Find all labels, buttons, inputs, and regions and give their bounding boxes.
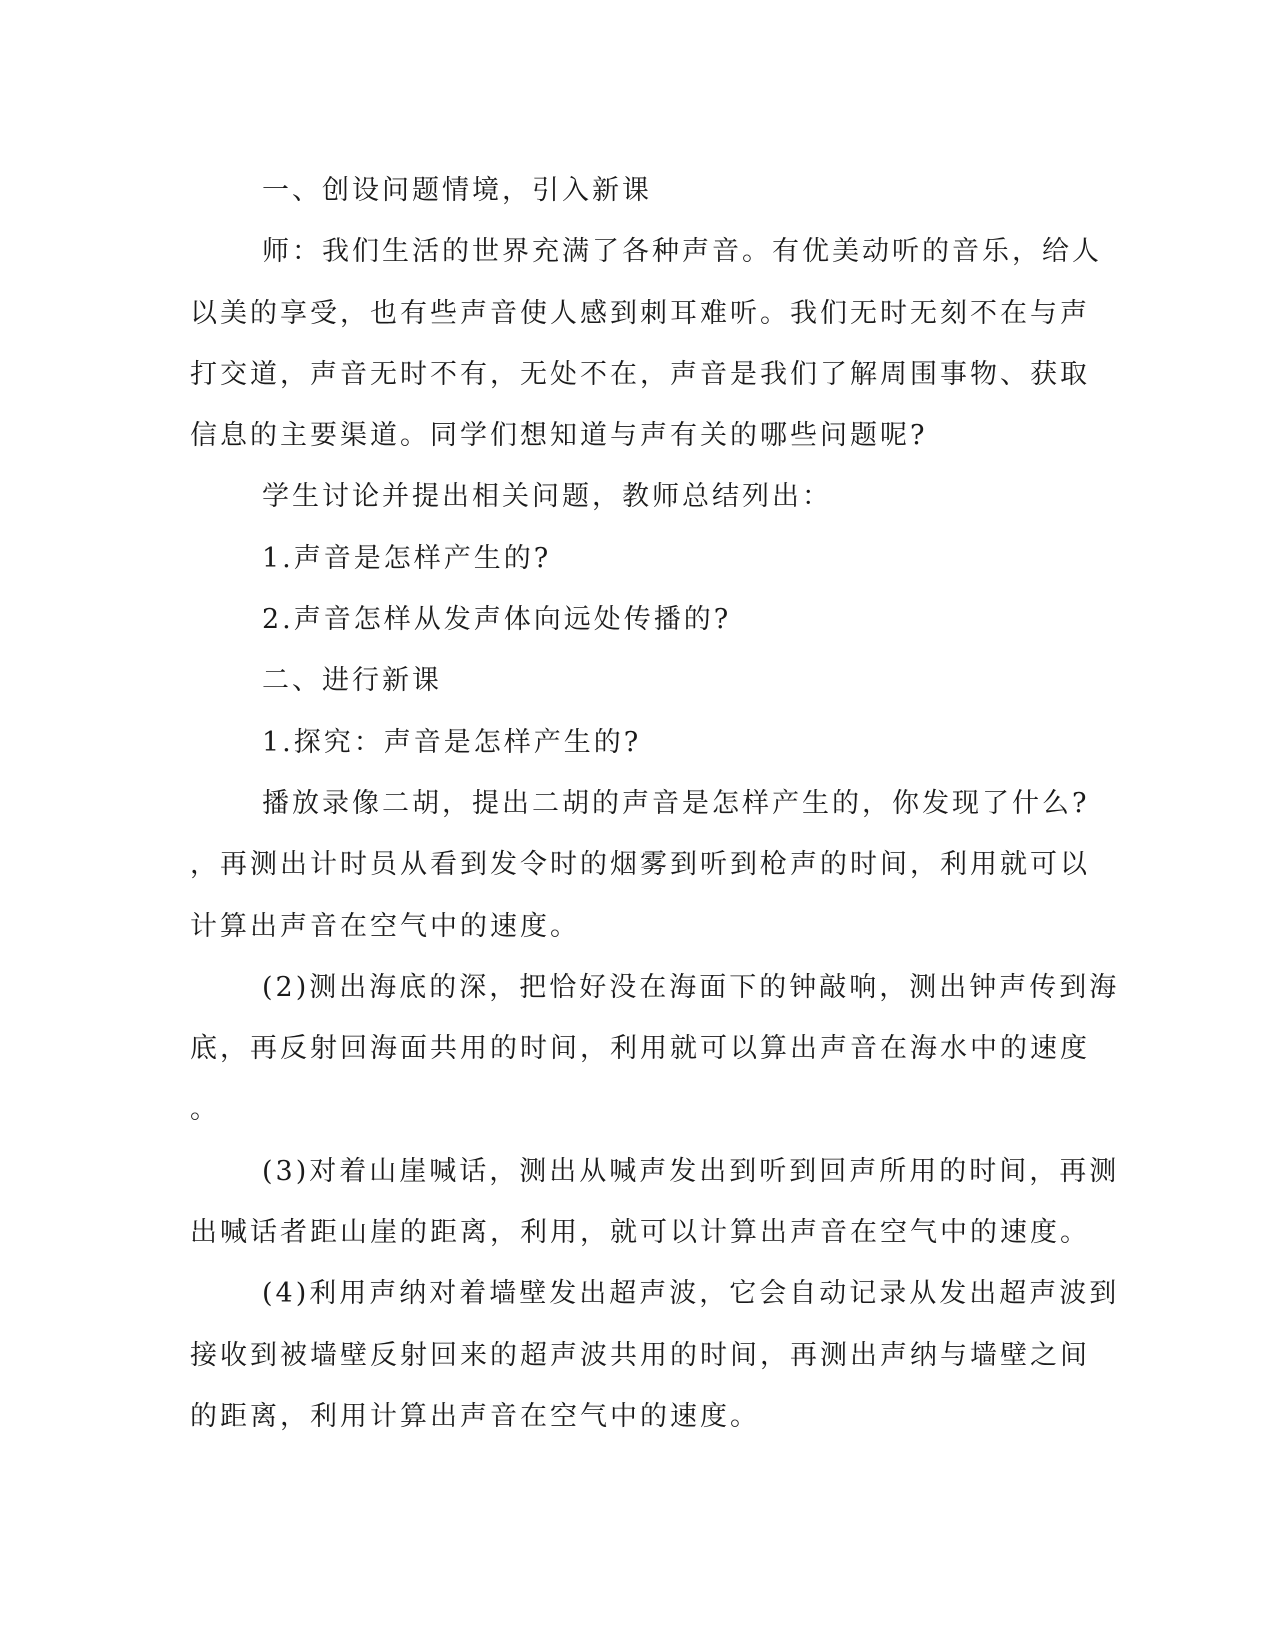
paragraph-line: 学生讨论并提出相关问题，教师总结列出： — [262, 481, 832, 513]
section-heading-2: 二、进行新课 — [262, 665, 442, 697]
paragraph-line: 接收到被墙壁反射回来的超声波共用的时间，再测出声纳与墙壁之间 — [190, 1339, 1090, 1371]
paragraph-line: 信息的主要渠道。同学们想知道与声有关的哪些问题呢? — [190, 420, 928, 452]
paragraph-line: 的距离，利用计算出声音在空气中的速度。 — [190, 1400, 760, 1432]
section-heading-1: 一、创设问题情境，引入新课 — [262, 175, 652, 206]
paragraph-line: 打交道，声音无时不有，无处不在，声音是我们了解周围事物、获取 — [190, 358, 1090, 390]
paragraph-line: 计算出声音在空气中的速度。 — [190, 910, 580, 942]
subsection-heading: 1.探究：声音是怎样产生的? — [262, 726, 642, 758]
paragraph-line: (3)对着山崖喊话，测出从喊声发出到听到回声所用的时间，再测 — [262, 1155, 1120, 1187]
paragraph-line: ，再测出计时员从看到发令时的烟雾到听到枪声的时间，利用就可以 — [190, 849, 1090, 881]
list-item: 2.声音怎样从发声体向远处传播的? — [262, 604, 732, 636]
document-body — [190, 160, 1120, 1447]
paragraph-line: 出喊话者距山崖的距离，利用，就可以计算出声音在空气中的速度。 — [190, 1217, 1090, 1249]
paragraph-line: 师：我们生活的世界充满了各种声音。有优美动听的音乐，给人 — [262, 236, 1102, 268]
paragraph-line: (4)利用声纳对着墙壁发出超声波，它会自动记录从发出超声波到 — [262, 1278, 1120, 1310]
list-item: 1.声音是怎样产生的? — [262, 542, 552, 574]
paragraph-line: (2)测出海底的深，把恰好没在海面下的钟敲响，测出钟声传到海 — [262, 971, 1120, 1003]
paragraph-line: 以美的享受，也有些声音使人感到刺耳难听。我们无时无刻不在与声 — [190, 297, 1090, 329]
paragraph-line: 底，再反射回海面共用的时间，利用就可以算出声音在海水中的速度 — [190, 1033, 1090, 1065]
paragraph-line: 播放录像二胡，提出二胡的声音是怎样产生的，你发现了什么? — [262, 787, 1090, 819]
paragraph-line: 。 — [190, 1094, 220, 1126]
